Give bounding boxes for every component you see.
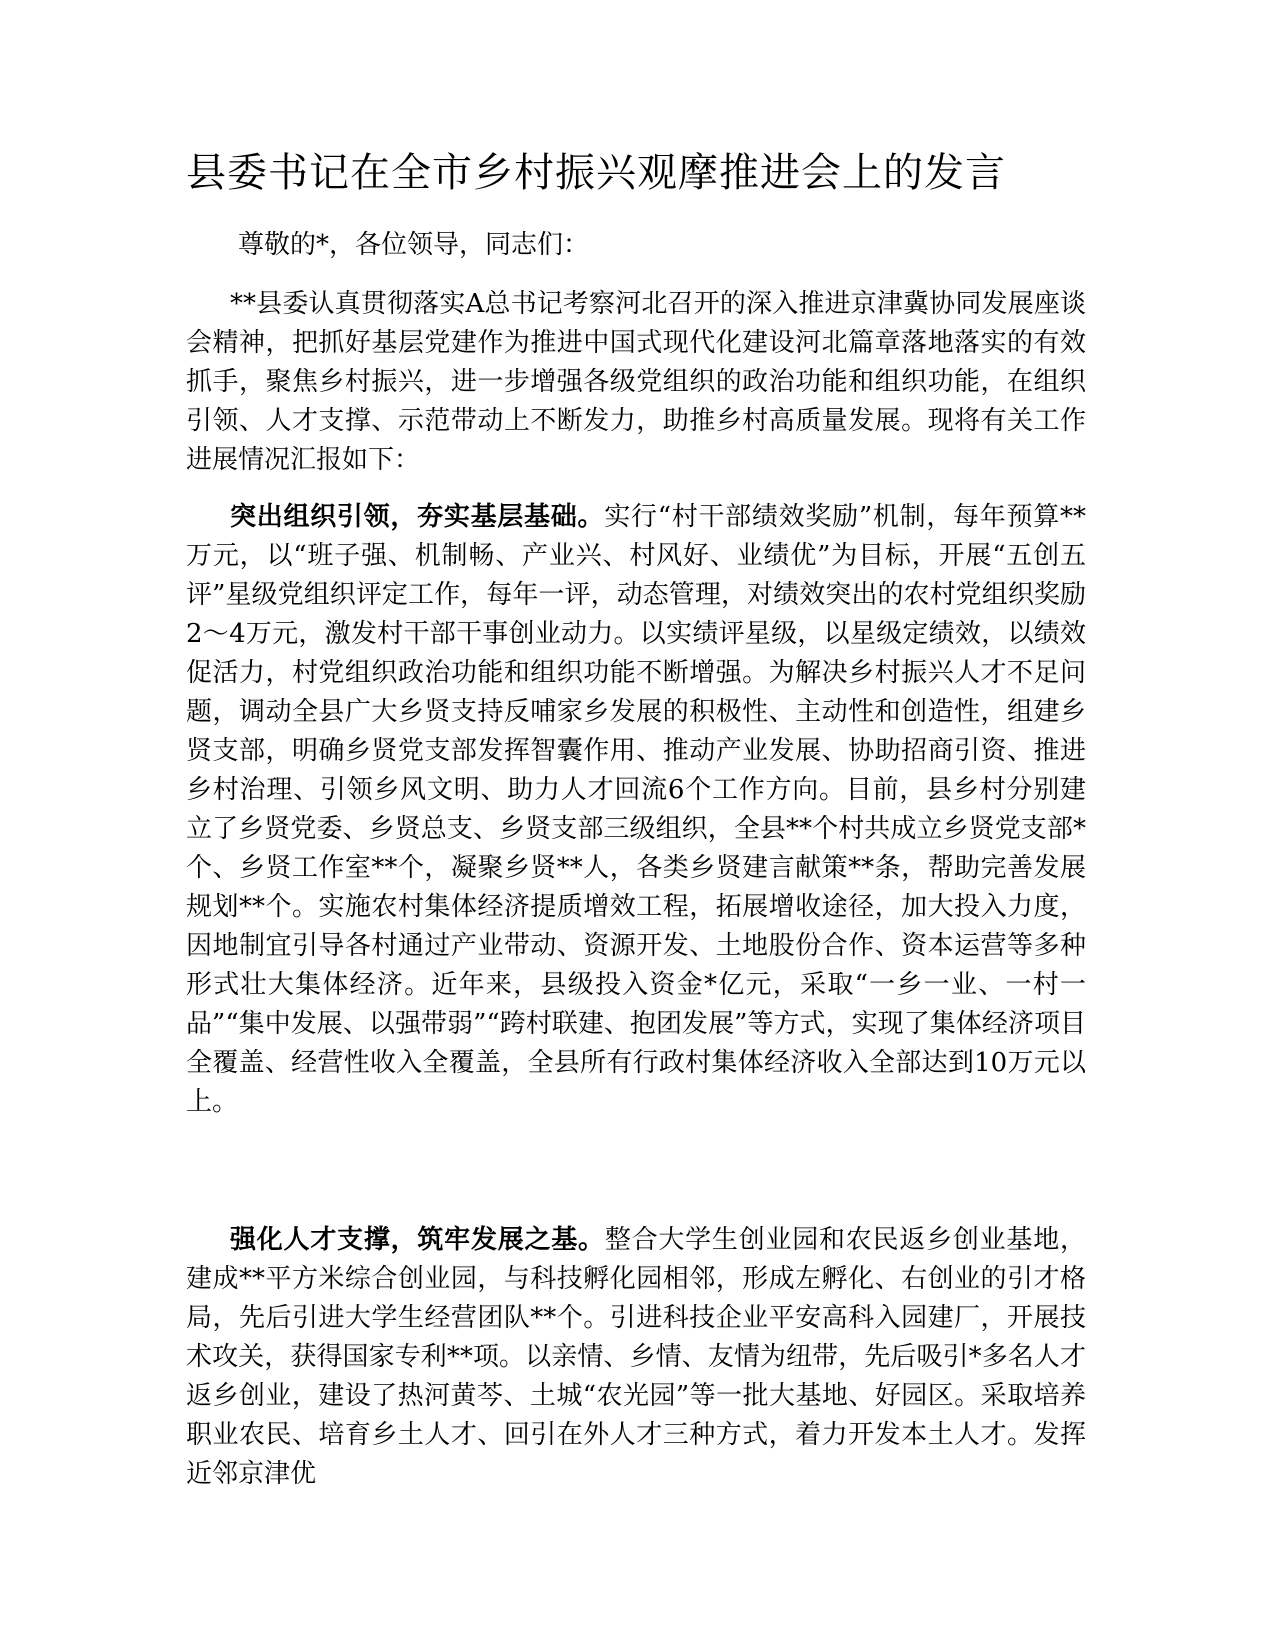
document-title: 县委书记在全市乡村振兴观摩推进会上的发言 [186,150,1006,196]
paragraph-talent-text: 整合大学生创业园和农民返乡创业基地，建成**平方米综合创业园，与科技孵化园相邻，形成左孵化、右创业的引才格局，先后引进大学生经营团队**个。引进科技企业平安高科入园建厂，开展技术攻关，获得国家专利**项。以亲情、乡情、友情为纽带，先后吸引*多名人才返乡创业，建设了热河黄芩、土城“农光园”等一批大基地、好园区。采取培养职业农民、培育乡土人才、回引在外人才三种方式，着力开发本土人才。发挥近邻京津优 [186,1225,1086,1489]
paragraph-organization-text: 实行“村干部绩效奖励”机制，每年预算**万元，以“班子强、机制畅、产业兴、村风好、业绩优”为目标，开展“五创五评”星级党组织评定工作，每年一评，动态管理，对绩效突出的农村党组织奖励2～4万元，激发村干部干事创业动力。以实绩评星级，以星级定绩效，以绩效促活力，村党组织政治功能和组织功能不断增强。为解决乡村振兴人才不足问题，调动全县广大乡贤支持反哺家乡发展的积极性、主动性和创造性，组建乡贤支部，明确乡贤党支部发挥智囊作用、推动产业发展、协助招商引资、推进乡村治理、引领乡风文明、助力人才回流6个工作方向。目前，县乡村分别建立了乡贤党委、乡贤总支、乡贤支部三级组织，全县**个村共成立乡贤党支部*个、乡贤工作室**个，凝聚乡贤**人，各类乡贤建言献策**条，帮助完善发展规划**个。实施农村集体经济提质增效工程，拓展增收途径，加大投入力度，因地制宜引导各村通过产业带动、资源开发、土地股份合作、资本运营等多种形式壮大集体经济。近年来，县级投入资金*亿元，采取“一乡一业、一村一品”“集中发展、以强带弱”“跨村联建、抱团发展”等方式，实现了集体经济项目全覆盖、经营性收入全覆盖，全县所有行政村集体经济收入全部达到10万元以上。 [186,502,1086,1117]
paragraph-intro-text: **县委认真贯彻落实A总书记考察河北召开的深入推进京津冀协同发展座谈会精神，把抓好基层党建作为推进中国式现代化建设河北篇章落地落实的有效抓手，聚焦乡村振兴，进一步增强各级党组织的政治功能和组织功能，在组织引领、人才支撑、示范带动上不断发力，助推乡村高质量发展。现将有关工作进展情况汇报如下： [186,289,1086,475]
paragraph-intro [186,285,1086,480]
paragraph-organization [186,498,1086,1122]
paragraph-organization-heading: 突出组织引领，夯实基层基础。 [230,502,605,532]
paragraph-talent-heading: 强化人才支撑，筑牢发展之基。 [230,1225,605,1255]
salutation: 尊敬的*，各位领导，同志们： [238,230,590,260]
paragraph-talent [186,1221,1086,1494]
